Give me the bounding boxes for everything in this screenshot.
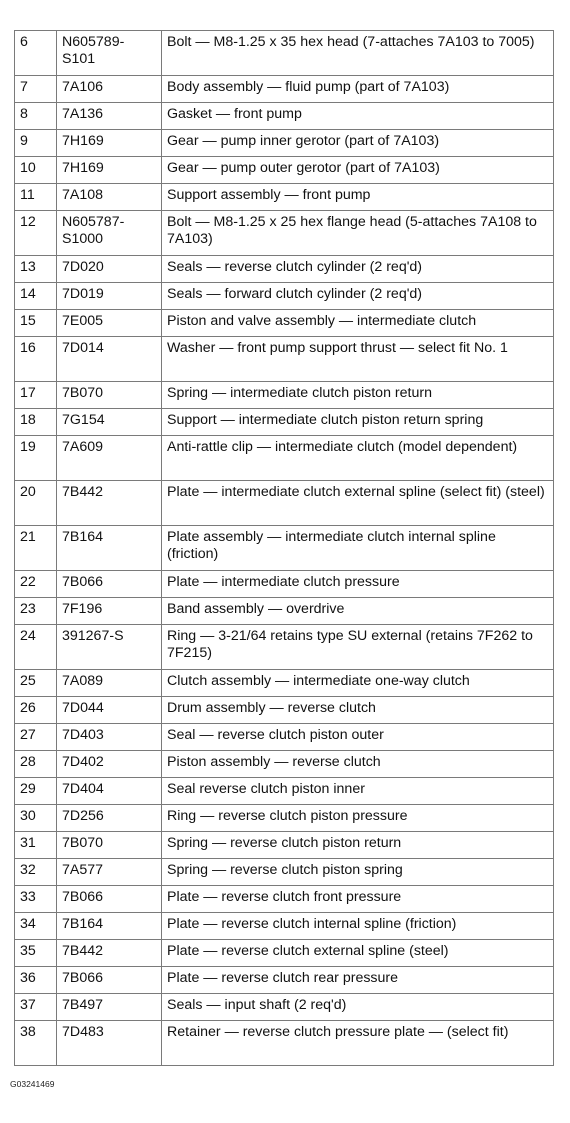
part-number-cell: 7B070: [57, 382, 162, 409]
table-row: [15, 184, 554, 211]
table-row: [15, 805, 554, 832]
table-row: [15, 436, 554, 481]
table-row: [15, 283, 554, 310]
part-number-cell: 7D044: [57, 697, 162, 724]
item-number-cell: 9: [15, 130, 57, 157]
item-number-cell: 34: [15, 913, 57, 940]
part-number-cell: 7D402: [57, 751, 162, 778]
table-row: [15, 778, 554, 805]
part-number-cell: 7D019: [57, 283, 162, 310]
part-number-cell: 7D020: [57, 256, 162, 283]
table-row: [15, 859, 554, 886]
item-number-cell: 17: [15, 382, 57, 409]
item-number-cell: 27: [15, 724, 57, 751]
item-number-cell: 28: [15, 751, 57, 778]
description-cell: Support — intermediate clutch piston return spring: [162, 409, 554, 436]
part-number-cell: 7D014: [57, 337, 162, 382]
table-row: [15, 211, 554, 256]
item-number-cell: 21: [15, 526, 57, 571]
description-cell: Plate assembly — intermediate clutch internal spline (friction): [162, 526, 554, 571]
description-cell: Anti-rattle clip — intermediate clutch (model dependent): [162, 436, 554, 481]
item-number-cell: 37: [15, 994, 57, 1021]
table-row: [15, 598, 554, 625]
table-row: [15, 76, 554, 103]
description-cell: Seal — reverse clutch piston outer: [162, 724, 554, 751]
table-row: [15, 256, 554, 283]
part-number-cell: 7D483: [57, 1021, 162, 1066]
part-number-cell: 7B066: [57, 886, 162, 913]
item-number-cell: 35: [15, 940, 57, 967]
item-number-cell: 12: [15, 211, 57, 256]
part-number-cell: 7G154: [57, 409, 162, 436]
description-cell: Plate — reverse clutch rear pressure: [162, 967, 554, 994]
table-row: [15, 130, 554, 157]
part-number-cell: 7A136: [57, 103, 162, 130]
description-cell: Plate — reverse clutch front pressure: [162, 886, 554, 913]
table-row: [15, 913, 554, 940]
item-number-cell: 11: [15, 184, 57, 211]
table-row: [15, 940, 554, 967]
table-row: [15, 337, 554, 382]
item-number-cell: 24: [15, 625, 57, 670]
table-row: [15, 310, 554, 337]
part-number-cell: 7H169: [57, 130, 162, 157]
part-number-cell: 7B066: [57, 571, 162, 598]
description-cell: Gear — pump inner gerotor (part of 7A103): [162, 130, 554, 157]
item-number-cell: 18: [15, 409, 57, 436]
description-cell: Gear — pump outer gerotor (part of 7A103): [162, 157, 554, 184]
item-number-cell: 30: [15, 805, 57, 832]
part-number-cell: 7D403: [57, 724, 162, 751]
description-cell: Ring — reverse clutch piston pressure: [162, 805, 554, 832]
description-cell: Spring — reverse clutch piston return: [162, 832, 554, 859]
table-row: [15, 409, 554, 436]
part-number-cell: 7B066: [57, 967, 162, 994]
description-cell: Bolt — M8-1.25 x 35 hex head (7-attaches 7A103 to 7005): [162, 31, 554, 76]
part-number-cell: 7A089: [57, 670, 162, 697]
item-number-cell: 8: [15, 103, 57, 130]
part-number-cell: 7A609: [57, 436, 162, 481]
description-cell: Plate — reverse clutch internal spline (friction): [162, 913, 554, 940]
description-cell: Piston and valve assembly — intermediate clutch: [162, 310, 554, 337]
description-cell: Plate — reverse clutch external spline (steel): [162, 940, 554, 967]
item-number-cell: 36: [15, 967, 57, 994]
part-number-cell: 7H169: [57, 157, 162, 184]
parts-table-body: [15, 31, 554, 1066]
part-number-cell: 7B442: [57, 940, 162, 967]
table-row: [15, 103, 554, 130]
table-row: [15, 967, 554, 994]
description-cell: Seals — reverse clutch cylinder (2 req'd): [162, 256, 554, 283]
part-number-cell: 7B164: [57, 913, 162, 940]
item-number-cell: 14: [15, 283, 57, 310]
part-number-cell: N605789-S101: [57, 31, 162, 76]
description-cell: Washer — front pump support thrust — select fit No. 1: [162, 337, 554, 382]
part-number-cell: 7A108: [57, 184, 162, 211]
table-row: [15, 697, 554, 724]
item-number-cell: 38: [15, 1021, 57, 1066]
table-row: [15, 157, 554, 184]
table-row: [15, 832, 554, 859]
table-row: [15, 751, 554, 778]
table-row: [15, 31, 554, 76]
item-number-cell: 29: [15, 778, 57, 805]
item-number-cell: 19: [15, 436, 57, 481]
item-number-cell: 26: [15, 697, 57, 724]
table-row: [15, 1021, 554, 1066]
description-cell: Spring — intermediate clutch piston return: [162, 382, 554, 409]
item-number-cell: 25: [15, 670, 57, 697]
description-cell: Plate — intermediate clutch external spline (select fit) (steel): [162, 481, 554, 526]
part-number-cell: 7B497: [57, 994, 162, 1021]
part-number-cell: 7A106: [57, 76, 162, 103]
parts-table: [14, 30, 554, 1066]
part-number-cell: 7B070: [57, 832, 162, 859]
description-cell: Seals — forward clutch cylinder (2 req'd): [162, 283, 554, 310]
table-row: [15, 886, 554, 913]
description-cell: Drum assembly — reverse clutch: [162, 697, 554, 724]
description-cell: Retainer — reverse clutch pressure plate — (select fit): [162, 1021, 554, 1066]
description-cell: Band assembly — overdrive: [162, 598, 554, 625]
part-number-cell: 7F196: [57, 598, 162, 625]
table-row: [15, 481, 554, 526]
description-cell: Seals — input shaft (2 req'd): [162, 994, 554, 1021]
description-cell: Plate — intermediate clutch pressure: [162, 571, 554, 598]
item-number-cell: 32: [15, 859, 57, 886]
description-cell: Bolt — M8-1.25 x 25 hex flange head (5-attaches 7A108 to 7A103): [162, 211, 554, 256]
description-cell: Seal reverse clutch piston inner: [162, 778, 554, 805]
part-number-cell: 7E005: [57, 310, 162, 337]
item-number-cell: 6: [15, 31, 57, 76]
description-cell: Support assembly — front pump: [162, 184, 554, 211]
table-row: [15, 625, 554, 670]
part-number-cell: 7A577: [57, 859, 162, 886]
item-number-cell: 33: [15, 886, 57, 913]
part-number-cell: 7D256: [57, 805, 162, 832]
description-cell: Body assembly — fluid pump (part of 7A103): [162, 76, 554, 103]
item-number-cell: 7: [15, 76, 57, 103]
part-number-cell: 7B164: [57, 526, 162, 571]
item-number-cell: 16: [15, 337, 57, 382]
table-row: [15, 724, 554, 751]
item-number-cell: 15: [15, 310, 57, 337]
figure-id: G03241469: [10, 1079, 55, 1089]
item-number-cell: 23: [15, 598, 57, 625]
part-number-cell: 7D404: [57, 778, 162, 805]
description-cell: Ring — 3-21/64 retains type SU external (retains 7F262 to 7F215): [162, 625, 554, 670]
description-cell: Clutch assembly — intermediate one-way clutch: [162, 670, 554, 697]
table-row: [15, 994, 554, 1021]
description-cell: Piston assembly — reverse clutch: [162, 751, 554, 778]
part-number-cell: 7B442: [57, 481, 162, 526]
description-cell: Spring — reverse clutch piston spring: [162, 859, 554, 886]
item-number-cell: 22: [15, 571, 57, 598]
description-cell: Gasket — front pump: [162, 103, 554, 130]
item-number-cell: 31: [15, 832, 57, 859]
table-row: [15, 526, 554, 571]
item-number-cell: 20: [15, 481, 57, 526]
item-number-cell: 13: [15, 256, 57, 283]
table-row: [15, 670, 554, 697]
item-number-cell: 10: [15, 157, 57, 184]
part-number-cell: 391267-S: [57, 625, 162, 670]
table-row: [15, 571, 554, 598]
table-row: [15, 382, 554, 409]
part-number-cell: N605787-S1000: [57, 211, 162, 256]
